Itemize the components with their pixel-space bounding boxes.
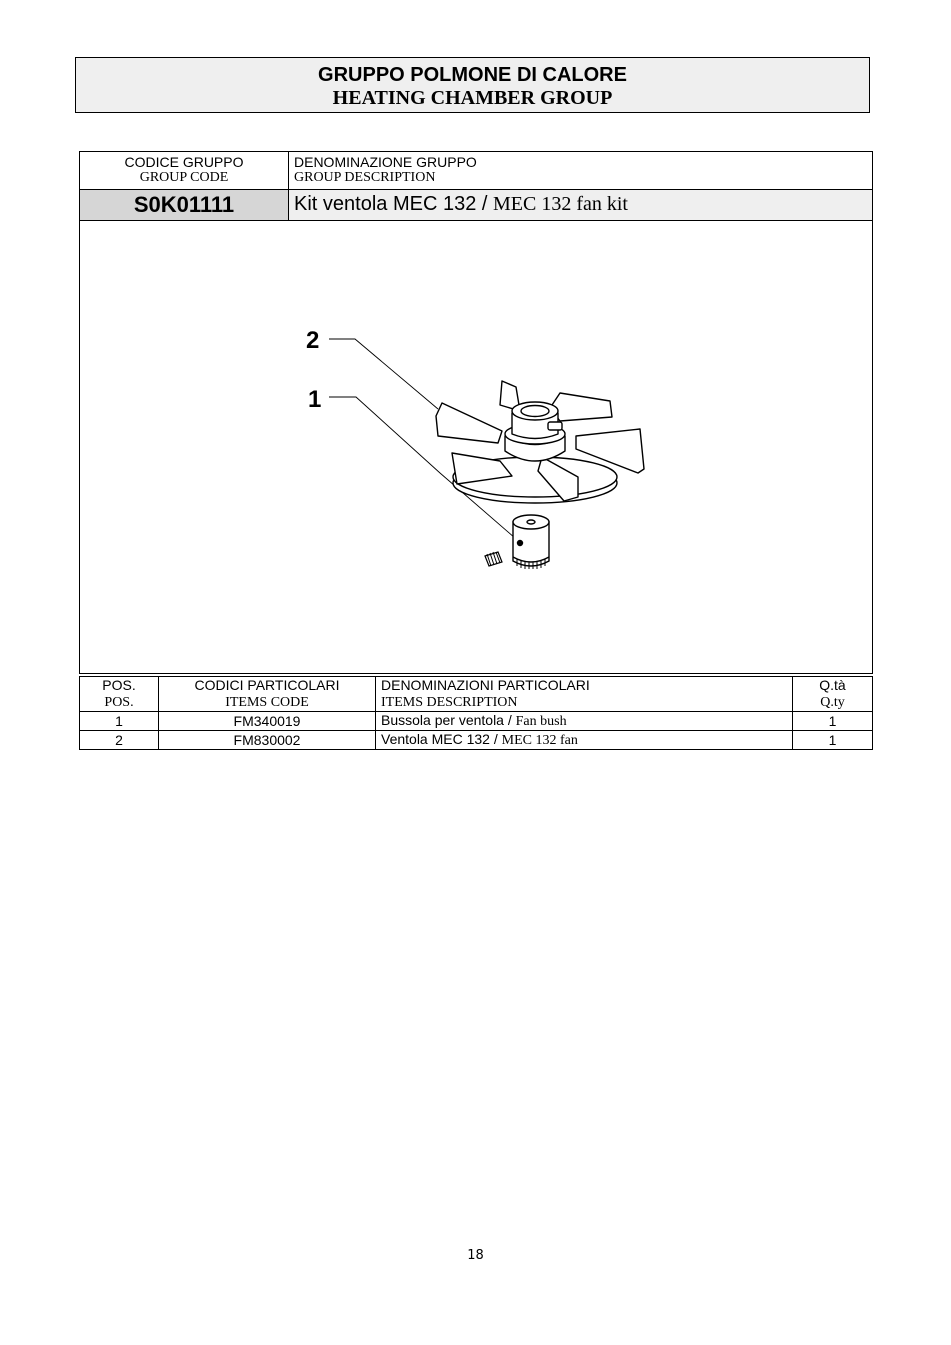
row-qty: 1	[793, 712, 873, 731]
table-row	[80, 731, 873, 750]
page-header	[75, 57, 870, 113]
row-description	[376, 712, 793, 731]
group-desc-label-it: DENOMINAZIONE GRUPPO	[294, 154, 477, 170]
page-number: 18	[467, 1248, 484, 1263]
header-pos	[80, 677, 159, 712]
header-title-it: GRUPPO POLMONE DI CALORE	[318, 64, 627, 86]
row-description	[376, 731, 793, 750]
row-qty: 1	[793, 731, 873, 750]
set-screw-icon	[485, 552, 502, 566]
header-items-description-en: ITEMS DESCRIPTION	[381, 695, 518, 710]
drawing-row	[80, 221, 873, 674]
header-items-code-en: ITEMS CODE	[225, 695, 309, 710]
row-code: FM830002	[159, 731, 376, 750]
group-code: S0K01111	[80, 190, 289, 221]
group-description	[289, 190, 873, 221]
header-items-code-it: CODICI PARTICOLARI	[194, 677, 340, 693]
header-qty-en: Q.ty	[820, 695, 845, 710]
header-pos-it: POS.	[102, 677, 136, 693]
row-pos: 1	[80, 712, 159, 731]
items-header-row	[80, 677, 873, 712]
group-code-label-cell	[80, 152, 289, 190]
header-items-code	[159, 677, 376, 712]
group-value-row	[80, 190, 873, 221]
drawing-cell	[80, 221, 873, 674]
group-label-row	[80, 152, 873, 190]
group-code-label-it: CODICE GRUPPO	[124, 154, 244, 170]
header-title-en: HEATING CHAMBER GROUP	[332, 87, 613, 109]
fan-icon	[436, 381, 644, 503]
header-pos-en: POS.	[104, 695, 134, 710]
group-table	[79, 151, 873, 674]
group-desc-label-en: GROUP DESCRIPTION	[294, 170, 436, 185]
bush-icon	[513, 515, 549, 569]
row-description-en: MEC 132 fan	[501, 733, 578, 748]
group-desc-label-cell	[289, 152, 873, 190]
row-code: FM340019	[159, 712, 376, 731]
group-description-en: MEC 132 fan kit	[492, 193, 628, 215]
row-description-it: Bussola per ventola /	[381, 712, 516, 728]
table-row	[80, 712, 873, 731]
callout-1: 1	[308, 386, 322, 413]
exploded-fan-drawing	[80, 221, 871, 673]
callout-2: 2	[306, 327, 320, 354]
row-description-en: Fan bush	[515, 714, 567, 729]
leader-line-2	[329, 339, 438, 409]
group-code-label-en: GROUP CODE	[139, 170, 229, 185]
header-items-description	[376, 677, 793, 712]
items-table	[79, 676, 873, 750]
header-items-description-it: DENOMINAZIONI PARTICOLARI	[381, 677, 590, 693]
row-description-it: Ventola MEC 132 /	[381, 731, 502, 747]
header-qty-it: Q.tà	[819, 677, 846, 693]
group-description-it: Kit ventola MEC 132 /	[294, 193, 493, 215]
header-qty	[793, 677, 873, 712]
row-pos: 2	[80, 731, 159, 750]
